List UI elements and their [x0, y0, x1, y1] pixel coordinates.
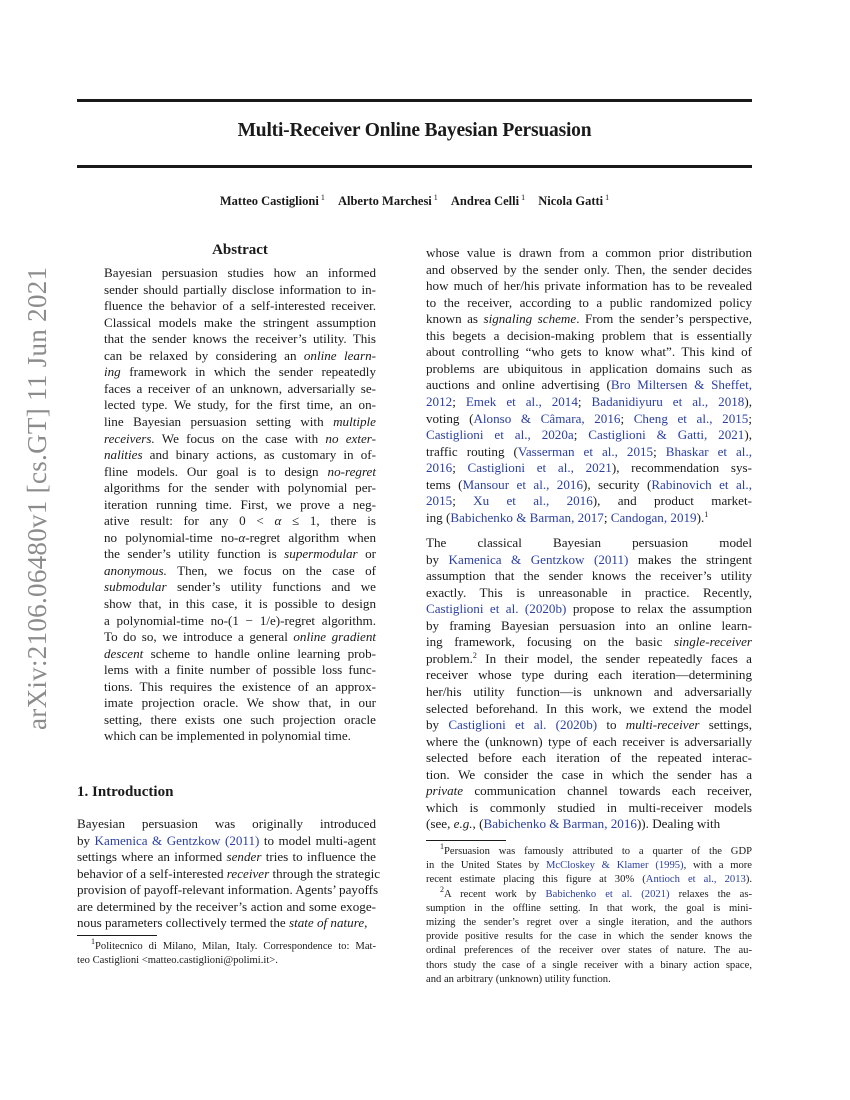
text-run: by	[426, 717, 449, 733]
text-run: tions. This requires the existence of an approx-	[104, 678, 376, 694]
citation-link[interactable]: Castiglioni & Gatti, 2021	[588, 427, 745, 443]
citation-link[interactable]: Rabinovich et al.,	[651, 476, 752, 492]
text-run: )). Dealing with	[636, 816, 721, 832]
text-line	[104, 695, 376, 711]
text-run: -regret algorithm when	[245, 529, 376, 545]
citation-link[interactable]: 2016	[426, 460, 453, 476]
text-line	[426, 493, 752, 509]
text-run: her/his utility function—is unknown and adversarially	[426, 683, 752, 699]
text-run: known as	[426, 311, 484, 327]
footnote-marker[interactable]: 1	[704, 509, 709, 519]
citation-link[interactable]: 2012	[426, 393, 453, 409]
text-line	[104, 662, 376, 678]
author-list	[77, 194, 752, 209]
text-line	[440, 842, 752, 858]
text-run: and binary actions, as customary in of-	[142, 447, 376, 463]
citation-link[interactable]: Kamenica & Gentzkow	[448, 551, 585, 567]
text-line	[104, 530, 376, 546]
text-run: tion. We consider the case in which the sender has a	[426, 766, 752, 782]
text-run: show that, in this case, it is possible to design	[104, 596, 376, 611]
text-run: ),	[744, 393, 752, 409]
text-run: problems are ubiquitous in application domains such as	[426, 360, 752, 376]
emphasis: α	[274, 513, 282, 529]
citation-link[interactable]: (2011)	[224, 832, 260, 848]
text-run: mizing the sender’s regret over a single iteration, and the authors	[426, 917, 752, 928]
text-line	[426, 427, 752, 443]
citation-link[interactable]: Mansour et al., 2016	[462, 476, 583, 492]
text-line	[426, 311, 752, 327]
text-run: lected type. We study, for the first time, an on-	[104, 397, 376, 413]
emphasis: submodular	[104, 579, 167, 595]
text-run: to the receiver, according to a public randomized policy	[426, 294, 752, 310]
citation-link[interactable]: Castiglioni et al., 2020a	[426, 427, 574, 443]
text-run: through the strategic	[269, 865, 381, 881]
text-run: provide positive results for the case in which the sender knows the	[426, 931, 752, 943]
text-line	[104, 728, 376, 744]
citation-link[interactable]: Castiglioni et al.	[448, 717, 547, 733]
text-line	[426, 444, 752, 460]
text-run	[546, 717, 555, 732]
emphasis: nalities	[104, 447, 143, 463]
text-line	[104, 679, 376, 695]
text-run: ;	[653, 443, 666, 459]
text-run: ), recommendation sys-	[611, 460, 752, 476]
text-run: exactly. This is unreasonable in practice. Recently,	[426, 584, 752, 600]
text-run	[585, 552, 594, 567]
citation-link[interactable]: Babichenko & Barman, 2016	[483, 816, 637, 832]
text-run: ;	[620, 410, 634, 426]
text-run: propose to relax the assumption	[566, 601, 752, 617]
text-line	[104, 315, 376, 331]
text-run: A recent work by	[444, 888, 546, 900]
citation-link[interactable]: (2021)	[641, 888, 670, 900]
text-run: imate projection oracle. We show that, in our	[104, 695, 376, 711]
text-run: relaxes the as-	[669, 888, 752, 900]
text-line	[426, 568, 752, 584]
text-run: ), and product market-	[592, 493, 752, 509]
emphasis: receivers.	[104, 430, 155, 446]
text-line	[426, 262, 752, 278]
citation-link[interactable]: Badanidiyuru et al., 2018	[591, 393, 745, 409]
emphasis: online gradient	[293, 629, 376, 645]
citation-link[interactable]: McCloskey & Klamer	[546, 860, 649, 872]
text-run: selected beforehand. In this work, we extend the model	[426, 700, 752, 716]
text-run: and observed by the sender only. Then, the sender decides	[426, 261, 752, 277]
text-line	[104, 497, 376, 513]
text-line	[426, 800, 752, 816]
text-line	[426, 585, 752, 601]
text-line	[426, 328, 752, 344]
text-line	[426, 535, 752, 551]
text-run: . From the sender’s perspective,	[576, 311, 752, 327]
text-run: ;	[573, 427, 589, 443]
text-line	[426, 460, 752, 476]
text-run: can be relaxed by considering an	[104, 347, 304, 363]
text-run: , with a more	[683, 860, 753, 872]
emphasis: signaling scheme	[483, 311, 577, 327]
text-line	[426, 667, 752, 683]
text-line	[426, 634, 752, 650]
text-run: Persuasion was famously attributed to a quarter of the GDP	[444, 846, 752, 857]
text-line	[426, 477, 752, 493]
text-line	[426, 295, 752, 311]
emphasis: online learn-	[303, 347, 376, 363]
paper-title: Multi-Receiver Online Bayesian Persuasion	[237, 120, 592, 141]
emphasis: sender	[226, 849, 262, 865]
text-run: voting (	[426, 410, 474, 426]
text-line	[77, 882, 379, 898]
citation-link[interactable]: Kamenica & Gentzkow	[94, 832, 221, 848]
text-run: communication channel towards each receiver,	[463, 783, 752, 799]
text-line	[104, 646, 376, 662]
text-run: ;	[603, 509, 611, 525]
text-run: by	[426, 551, 449, 567]
title-bottom-rule	[77, 165, 752, 168]
text-run: ing framework, focusing on the basic	[426, 634, 674, 650]
text-run: Politecnico di Milano, Milan, Italy. Correspondence to: Mat-	[95, 941, 376, 952]
text-line	[426, 902, 752, 915]
emphasis: ing	[104, 364, 121, 380]
citation-link[interactable]: Bhaskar et al.,	[665, 443, 752, 459]
text-line	[104, 282, 376, 298]
footnote-marker[interactable]: 1	[440, 842, 444, 851]
text-run: line Bayesian persuasion setting with	[104, 413, 334, 429]
citation-link[interactable]: Babichenko & Barman, 2017	[450, 509, 604, 525]
emphasis: single-receiver	[673, 634, 752, 650]
text-line	[426, 618, 752, 634]
text-line	[77, 849, 376, 865]
text-run: recent estimate placing this figure at 30% (	[426, 874, 646, 886]
text-line	[104, 579, 376, 595]
text-line	[104, 712, 376, 728]
text-line	[426, 361, 752, 377]
emphasis: no-regret	[327, 463, 376, 479]
text-line	[426, 930, 752, 943]
text-line	[77, 816, 376, 832]
text-run: lems with a finite number of possible loss func-	[104, 662, 376, 678]
arxiv-stamp: arXiv:2106.06480v1 [cs.GT] 11 Jun 2021	[22, 266, 52, 730]
citation-link[interactable]: Castiglioni et al. (2020b)	[426, 601, 567, 617]
text-line	[426, 734, 752, 750]
text-line	[104, 381, 376, 397]
text-line	[104, 629, 376, 645]
text-line	[426, 651, 752, 667]
text-run: thors study the case of a single receiver with a binary action space,	[426, 959, 752, 971]
text-line	[104, 348, 376, 364]
text-run: a polynomial-time no-(1 − 1/e)-regret algorithm.	[104, 612, 376, 628]
emphasis: anonymous.	[104, 562, 167, 578]
text-line	[426, 944, 752, 957]
text-run: settings where an informed	[77, 849, 227, 865]
text-run: fline models. Our goal is to design	[104, 463, 328, 479]
text-run: or	[357, 546, 376, 562]
text-run: assumption that the sender knows the receiver’s utility	[426, 568, 752, 584]
text-line	[426, 245, 752, 261]
text-line	[104, 364, 376, 380]
text-run: fluence the behavior of a self-interested receiver.	[104, 298, 376, 314]
citation-link[interactable]: (2020b)	[555, 717, 598, 733]
text-line	[77, 954, 376, 967]
text-run: sumption in the offline setting. In that work, the goal is mini-	[426, 902, 752, 914]
text-line	[104, 431, 376, 447]
text-line	[426, 344, 752, 360]
author: Alberto Marchesi $^1$	[337, 193, 438, 208]
citation-link[interactable]: (1995)	[655, 860, 684, 872]
text-run: In their model, the sender repeatedly faces a	[476, 650, 752, 666]
text-run: (see,	[426, 816, 454, 832]
text-run: ing (	[426, 509, 451, 525]
text-run: that the sender knows the receiver’s utility. This	[104, 331, 376, 347]
citation-link[interactable]: Babichenko et al.	[545, 888, 633, 900]
text-run: sender’s utility functions and we	[166, 579, 376, 595]
text-run: which is commonly studied in multi-receiver models	[426, 799, 752, 815]
author: Andrea Celli $^1$	[450, 193, 526, 208]
text-line	[77, 899, 376, 915]
text-run: ;	[452, 393, 466, 409]
text-run: teo Castiglioni <matteo.castiglioni@polimi.it>.	[77, 955, 278, 967]
text-run: selected before each iteration of the repeated interac-	[426, 750, 752, 766]
text-run: ).	[745, 874, 752, 886]
text-run: ;	[748, 410, 752, 426]
text-run: to model multi-agent	[259, 832, 377, 848]
text-line	[426, 701, 752, 717]
text-line	[104, 331, 376, 347]
text-run: and an arbitrary (unknown) utility function.	[426, 973, 611, 985]
text-run: framework in which the sender repeatedly	[120, 364, 376, 380]
text-run: setting, there exists one such projection oracle	[104, 711, 376, 727]
text-line	[426, 973, 752, 986]
text-run: ;	[452, 493, 474, 509]
text-line	[104, 397, 376, 413]
text-run: receiver whose type during each iteration—determining	[426, 667, 752, 683]
text-run: ordinal preferences of the receiver over states of nature. The au-	[426, 945, 752, 957]
text-line	[426, 783, 752, 799]
text-run: , (	[472, 816, 484, 832]
text-run: ≤ 1, there is	[281, 513, 376, 529]
author: Nicola Gatti $^1$	[538, 193, 610, 208]
section-heading-introduction: 1. Introduction	[77, 784, 174, 800]
text-line	[426, 816, 752, 832]
text-run: to	[597, 717, 626, 733]
text-line	[104, 513, 376, 529]
text-run: ative result: for any 0 <	[104, 513, 275, 529]
text-run: ),	[744, 427, 752, 443]
text-run: ;	[577, 393, 592, 409]
footnote-marker[interactable]: 1	[91, 937, 95, 946]
text-line	[426, 411, 752, 427]
text-line	[77, 865, 381, 882]
title-top-rule	[77, 99, 752, 102]
emphasis: private	[426, 783, 464, 799]
text-run	[632, 889, 641, 900]
text-line	[104, 546, 376, 562]
text-run: traffic routing (	[426, 443, 518, 459]
text-line	[426, 767, 752, 783]
text-line	[104, 563, 376, 579]
text-run: ), security (	[583, 476, 652, 492]
text-run: Bayesian persuasion was originally introduced	[77, 816, 376, 831]
text-run: no polynomial-time no-	[104, 529, 239, 545]
text-line	[426, 717, 752, 733]
text-run: by framing Bayesian persuasion into an online learn-	[426, 617, 752, 633]
text-line	[426, 959, 752, 972]
emphasis: α	[238, 529, 246, 545]
text-line	[104, 447, 376, 463]
text-run: tries to influence the	[261, 849, 376, 865]
text-line	[77, 915, 376, 931]
emphasis: multiple	[333, 413, 376, 429]
footnote-marker[interactable]: 2	[472, 650, 477, 660]
text-run: how much of her/his private information has to be revealed	[426, 278, 752, 294]
citation-link[interactable]: Antioch et al., 2013	[645, 874, 746, 886]
text-line	[426, 859, 752, 872]
text-line	[104, 464, 376, 480]
text-run: where the (unknown) type of each receiver is adversarially	[426, 733, 752, 749]
citation-link[interactable]: Vasserman et al., 2015	[517, 443, 654, 459]
text-line	[426, 394, 752, 410]
author: Matteo Castiglioni $^1$	[219, 193, 325, 208]
text-line	[104, 298, 376, 314]
text-run: Classical models make the stringent assumption	[104, 314, 376, 330]
footnote-rule-right	[426, 840, 506, 841]
citation-link[interactable]: (2011)	[593, 551, 629, 567]
text-run: problem.	[426, 650, 473, 666]
text-run: whose value is drawn from a common prior distribution	[426, 245, 752, 260]
text-line	[77, 833, 376, 849]
text-line	[426, 684, 752, 700]
text-line	[426, 552, 752, 568]
text-run: sender should partially disclose information to in-	[104, 281, 376, 297]
text-run: algorithms for the sender with polynomial per-	[104, 480, 376, 496]
text-run: makes the stringent	[628, 551, 753, 567]
text-line	[426, 873, 752, 886]
text-run: in the United States by	[426, 860, 547, 872]
text-line	[104, 480, 376, 496]
abstract-heading: Abstract	[212, 242, 268, 258]
text-run: settings,	[699, 717, 752, 733]
footnote-rule-left	[77, 935, 157, 936]
text-run: auctions and online advertising (	[426, 377, 611, 393]
text-run: provision of payoff-relevant information. Agents’ payoffs	[77, 882, 379, 898]
emphasis: multi-receiver	[625, 717, 700, 733]
footnote-marker[interactable]: 2	[440, 884, 444, 894]
citation-link[interactable]: Bro Miltersen & Sheffet,	[610, 377, 752, 393]
text-line	[426, 278, 752, 294]
text-run: ;	[452, 460, 468, 476]
text-line	[91, 937, 376, 953]
text-run: behavior of a self-interested	[77, 865, 227, 881]
citation-link[interactable]: Candogan, 2019	[610, 509, 697, 525]
text-run: Then, we focus on the case of	[166, 562, 376, 578]
text-run: tems (	[426, 476, 463, 492]
text-line	[104, 613, 376, 629]
text-line	[104, 596, 376, 612]
text-run: Bayesian persuasion studies how an informed	[104, 265, 376, 280]
citation-link[interactable]: Alonso & Câmara, 2016	[473, 410, 621, 426]
text-run: We focus on the case with	[154, 430, 326, 446]
emphasis: receiver	[226, 865, 270, 881]
text-run: iteration running time. First, we prove a neg-	[104, 496, 376, 512]
text-line	[426, 750, 752, 766]
text-line	[426, 510, 752, 526]
text-line	[104, 414, 376, 430]
text-line	[426, 916, 752, 929]
citation-link[interactable]: 2015	[426, 493, 453, 509]
text-run: by	[77, 832, 95, 848]
text-run: The classical Bayesian persuasion model	[426, 535, 752, 550]
citation-link[interactable]: Cheng et al., 2015	[633, 410, 749, 426]
citation-link[interactable]: Emek et al., 2014	[465, 393, 578, 409]
text-run: this begets a decision-making problem that is essentially	[426, 327, 752, 343]
emphasis: supermodular	[284, 546, 358, 562]
text-run: the sender’s utility function is	[104, 546, 285, 562]
text-run: nous parameters collectively termed the	[77, 915, 289, 931]
text-run: about controlling “who gets to know what”. This kind of	[426, 344, 752, 360]
emphasis: descent	[104, 645, 144, 661]
text-line	[104, 265, 376, 281]
emphasis: e.g.	[453, 816, 473, 832]
emphasis: no exter-	[325, 430, 376, 446]
emphasis: state of nature	[288, 915, 365, 931]
text-run: scheme to handle online learning prob-	[143, 645, 376, 661]
text-run: To do so, we introduce a general	[104, 629, 294, 645]
text-run: faces a receiver of an unknown, adversarially se-	[104, 380, 376, 396]
citation-link[interactable]: Castiglioni et al., 2021	[467, 460, 612, 476]
text-run: which can be implemented in polynomial time.	[104, 728, 351, 744]
text-run: are determined by the receiver’s action and some exoge-	[77, 898, 376, 914]
text-line	[426, 377, 752, 393]
text-line	[440, 884, 752, 901]
citation-link[interactable]: Xu et al., 2016	[473, 493, 593, 509]
text-line	[426, 601, 752, 617]
text-run: ).	[696, 509, 705, 525]
text-run: ,	[364, 915, 368, 931]
